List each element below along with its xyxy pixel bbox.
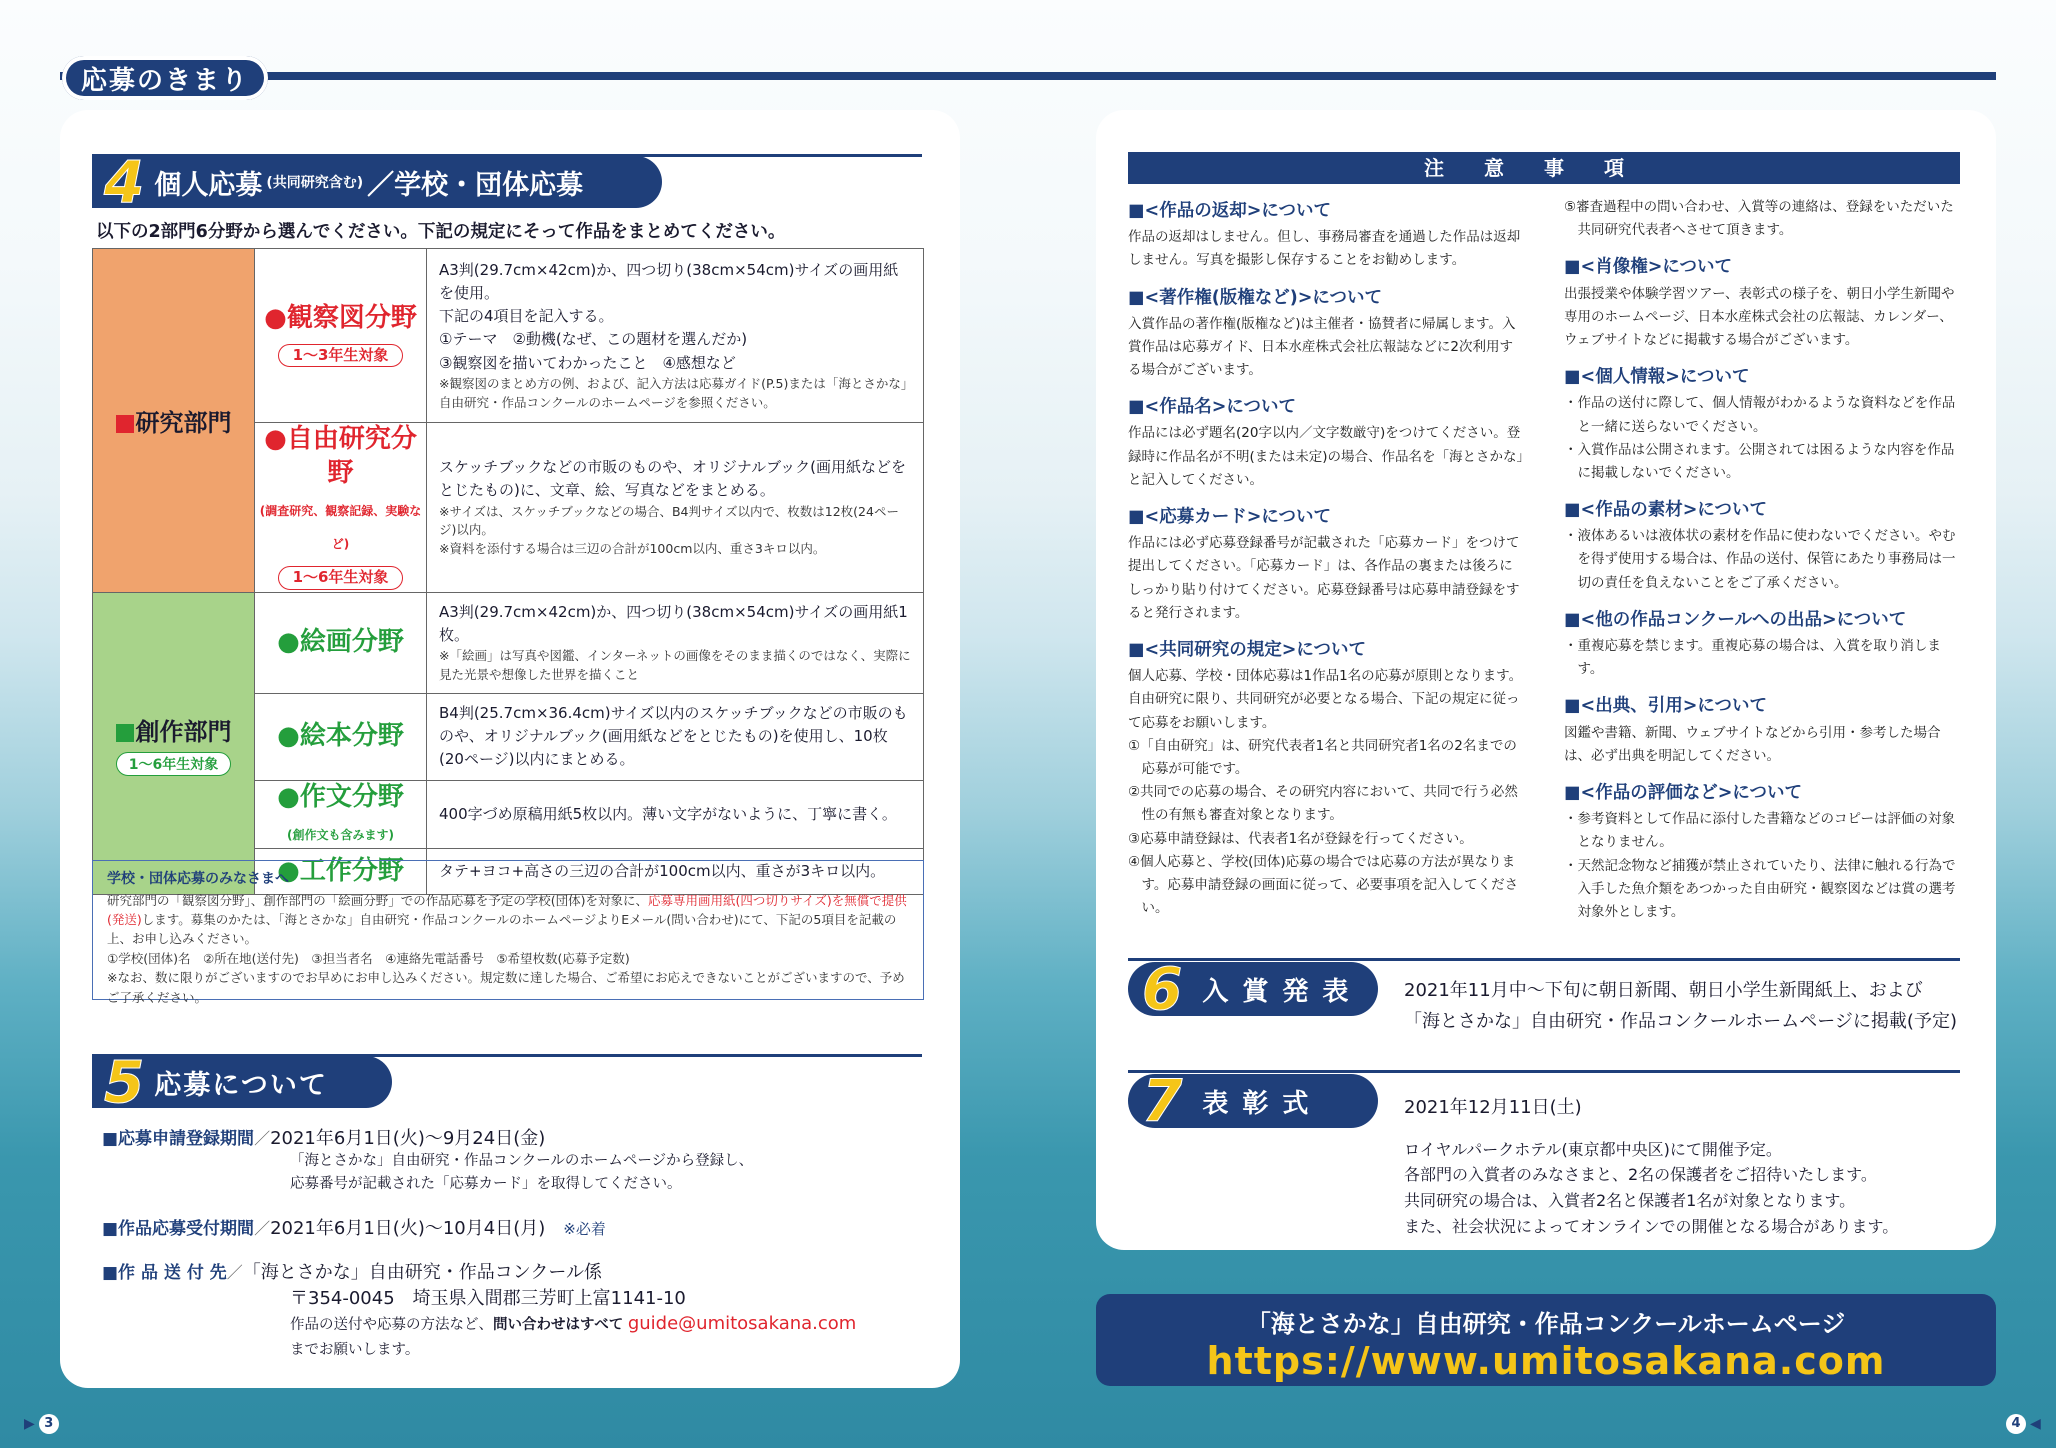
school-notice-highlight: 応募専用画用紙(四つ切りサイズ)を無償で提供(発送) [107, 892, 907, 928]
field-jiyu-sub: (調査研究、観察記録、実験など) [259, 503, 422, 552]
note-heading: ■<作品の素材>について [1564, 500, 1768, 521]
note-text: 個人応募、学校・団体応募は1作品1名の応募が原則となります。自由研究に限り、共同研究が必要となる場合、下記の規定に従って応募をお願いします。 [1128, 668, 1523, 731]
sec4-title-bar [92, 148, 662, 216]
desc-text: ③観察図を描いてわかったこと ④感想など [439, 353, 736, 372]
note-heading: ■<作品の返却>について [1128, 201, 1332, 221]
sec7-title-bar [1128, 1067, 1378, 1135]
sec4-intro: 以下の2部門6分野から選んでください。下記の規定にそって作品をまとめてください。 [96, 222, 786, 242]
contact-email-link[interactable]: guide@umitosakana.com [627, 1313, 857, 1335]
sec7-number: 7 [1142, 1067, 1197, 1135]
cat-research [93, 249, 255, 593]
sec4-title: 個人応募 [154, 169, 263, 201]
contact-note-end: までお願いします。 [290, 1342, 420, 1359]
note-text: ・天然記念物など捕獲が禁止されていたり、法律に触れる行為で入手した魚介類をあつかった自由研究・観察図などは賞の選考対象外とします。 [1564, 857, 1956, 920]
desc-note: ※資料を添付する場合は三辺の合計が100cm以内、重さ3キロ以内。 [439, 541, 826, 557]
school-notice-box [92, 860, 924, 1005]
sec5-heading [92, 1048, 922, 1116]
desc-text: B4判(25.7cm×36.4cm)サイズ以内のスケッチブックなどの市販のものや、オリジナルブック(画用紙などをとじたもの)を使用し、10枚(20ページ)以内にまとめる。 [439, 703, 908, 769]
cat-creative-label: 創作部門 [135, 717, 232, 746]
cat-research-label: 研究部門 [135, 408, 232, 437]
note-heading: ■<著作権(版権など)>について [1128, 287, 1383, 308]
note-text: ①「自由研究」は、研究代表者1名と共同研究者1名の2名までの応募が可能です。 [1128, 737, 1517, 777]
sec5-title: 応募について [154, 1069, 328, 1101]
field-kousaku: ●工作分野 [255, 849, 427, 895]
note-heading: ■<作品の評価など>について [1564, 782, 1803, 803]
target-badge: 1〜3年生対象 [278, 344, 404, 368]
note-heading: ■<応募カード>について [1128, 507, 1332, 528]
note-heading: ■<肖像権>について [1564, 257, 1733, 278]
desc-kansatsu [427, 249, 924, 423]
sec6-title-bar [1128, 955, 1378, 1023]
field-kansatsu-label: 観察図分野 [286, 302, 417, 333]
field-ehon-label: 絵本分野 [299, 720, 404, 751]
page-number: 3 [39, 1414, 59, 1434]
desc-text: 下記の4項目を記入する。 [439, 307, 614, 326]
sec5-number: 5 [104, 1048, 145, 1116]
section-header-label: 応募のきまり [62, 56, 268, 100]
field-sakubun-sub: (創作文も含みます) [287, 827, 394, 842]
sec7-rule [1128, 1070, 1960, 1073]
field-kansatsu [255, 249, 427, 423]
note-heading: ■<共同研究の規定>について [1128, 640, 1367, 660]
contact-note-bold: 問い合わせはすべて [493, 1317, 624, 1334]
sec7-date: 2021年12月11日(土) [1404, 1097, 1582, 1118]
target-badge: 1〜6年生対象 [278, 566, 404, 590]
sec7-text: 共同研究の場合は、入賞者2名と保護者1名が対象となります。 [1404, 1190, 1856, 1210]
period-register-note: 応募番号が記載された「応募カード」を取得してください。 [290, 1176, 682, 1193]
note-heading: ■<他の作品コンクールへの出品>について [1564, 609, 1907, 630]
cat-creative [93, 592, 255, 894]
sec6-text: 「海とさかな」自由研究・作品コンクールホームページに掲載(予定) [1404, 1010, 1957, 1032]
sec5-body: ■応募申請登録期間／2021年6月1日(火)〜9月24日(金) 「海とさかな」自由研究・作品コンクールのホームページから登録し、 応募番号が記載された「応募カード」を取得してください。 ■作品応募受付期間／2021年6月1日(火)〜10月4日(月) ※必着 ■作 品 送 付 先／「海とさかな」自由研究・作品コンクール係 〒354-0045 埼玉県入間郡三芳町上富1141-10 作品の送付や応募の方法など、問い合わせはすべて guide@umitosakana.com までお願いします。 [102, 1124, 922, 1362]
note-text: 入賞作品の著作権(版権など)は主催者・協賛者に帰属します。入賞作品は応募ガイド、日本水産株式会社広報誌などに2次利用する場合がございます。 [1128, 315, 1516, 379]
desc-ehon [427, 693, 924, 780]
page-number: 4 [2006, 1414, 2026, 1434]
sec7-text: ロイヤルパークホテル(東京都中央区)にて開催予定。 [1404, 1139, 1782, 1159]
notes-header: 注意事項 [1128, 152, 1960, 184]
school-notice-items: ①学校(団体)名 ②所在地(送付先) ③担当者名 ④連絡先電話番号 ⑤希望枚数(応募予定数) [107, 950, 630, 966]
note-text: ・参考資料として作品に添付した書籍などのコピーは評価の対象となりません。 [1564, 811, 1955, 851]
note-text: 出張授業や体験学習ツアー、表彰式の様子を、朝日小学生新聞や専用のホームページ、日本水産株式会社の広報誌、カレンダー、ウェブサイトなどに掲載する場合がございます。 [1564, 285, 1955, 348]
page-number-left [24, 1414, 59, 1434]
period-accept-note: ※必着 [563, 1220, 606, 1239]
homepage-banner-title: 「海とさかな」自由研究・作品コンクールホームページ [1246, 1310, 1846, 1338]
category-table [92, 248, 924, 895]
school-notice-title: 学校・団体応募のみなさまへ [107, 871, 289, 887]
red-square-icon [116, 415, 134, 433]
field-kaiga-label: 絵画分野 [299, 627, 404, 658]
homepage-url-link[interactable]: https://www.umitosakana.com [1206, 1339, 1886, 1383]
desc-text: 400字づめ原稿用紙5枚以内。薄い文字がないように、丁寧に書く。 [439, 804, 897, 823]
sec4-title-sep: ／学校・団体応募 [367, 169, 584, 201]
note-text: ・液体あるいは液体状の素材を作品に使わないでください。やむを得ず使用する場合は、作品の送付、保管にあたり事務局は一切の責任を負えないことをご了承ください。 [1564, 528, 1956, 591]
field-jiyu-label: 自由研究分野 [286, 424, 417, 488]
field-kousaku-label: 工作分野 [299, 855, 404, 886]
contact-note: 作品の送付や応募の方法など、 [290, 1317, 493, 1334]
fish-icon: ◀ [2030, 1416, 2041, 1432]
sec7-text: また、社会状況によってオンラインでの開催となる場合があります。 [1404, 1216, 1899, 1236]
school-notice-footnote: ※なお、数に限りがございますのでお早めにお申し込みください。規定数に達した場合、ご希望にお応えできないことがございますので、予めご了承ください。 [107, 970, 905, 1005]
target-badge: 1〜6年生対象 [116, 752, 231, 776]
sec7-body [1404, 1094, 1898, 1239]
note-text: ・作品の送付に際して、個人情報がわかるような資料などを作品と一緒に送らないでください。 [1564, 395, 1956, 435]
top-rule [60, 72, 1996, 80]
notes-col-left [1128, 186, 1524, 921]
desc-text: A3判(29.7cm×42cm)か、四つ切り(38cm×54cm)サイズの画用紙を使用。 [439, 260, 899, 302]
sec6-text: 2021年11月中〜下旬に朝日新聞、朝日小学生新聞紙上、および [1404, 980, 1923, 1001]
desc-text: A3判(29.7cm×42cm)か、四つ切り(38cm×54cm)サイズの画用紙1枚。 [439, 602, 908, 645]
desc-note: ※「絵画」は写真や図鑑、インターネットの画像をそのまま描くのではなく、実際に見た光景や想像した世界を描くこと [439, 648, 911, 683]
period-accept-value: 2021年6月1日(火)〜10月4日(月) [270, 1218, 546, 1240]
send-to-value: 「海とさかな」自由研究・作品コンクール係 [242, 1262, 603, 1284]
note-text: ③応募申請登録は、代表者1名が登録を行ってください。 [1128, 830, 1473, 847]
desc-sakubun [427, 780, 924, 849]
desc-note: ※観察図のまとめ方の例、および、記入方法は応募ガイド(P.5)または「海とさかな」自由研究・作品コンクールのホームページを参照ください。 [439, 375, 908, 410]
fish-icon: ▶ [24, 1416, 35, 1432]
note-heading: ■<個人情報>について [1564, 367, 1750, 388]
sec6-title: 入賞発表 [1202, 976, 1363, 1007]
field-sakubun: ●作文分野 (創作文も含みます) [255, 780, 427, 849]
send-to-address: 〒354-0045 埼玉県入間郡三芳町上富1141-10 [290, 1288, 686, 1310]
desc-text: スケッチブックなどの市販のものや、オリジナルブック(画用紙などをとじたもの)に、文章、絵、写真などをまとめる。 [439, 458, 906, 500]
send-to-label: ■作 品 送 付 先 [102, 1263, 227, 1284]
field-ehon: ●絵本分野 [255, 693, 427, 780]
note-text: 図鑑や書籍、新聞、ウェブサイトなどから引用・参考した場合は、必ず出典を明記してください。 [1564, 724, 1941, 764]
desc-text: タテ+ヨコ+高さの三辺の合計が100cm以内、重さが3キロ以内。 [439, 862, 886, 881]
period-accept-label: ■作品応募受付期間 [102, 1219, 255, 1240]
notes-col-right [1564, 196, 1960, 924]
sec7-title: 表彰式 [1202, 1088, 1323, 1119]
sec6-rule [1128, 958, 1960, 961]
field-sakubun-label: 作文分野 [299, 781, 404, 812]
period-register-note: 「海とさかな」自由研究・作品コンクールのホームページから登録し、 [290, 1153, 754, 1169]
note-text: ・重複応募を禁じます。重複応募の場合は、入賞を取り消します。 [1564, 638, 1941, 678]
green-square-icon [116, 724, 134, 742]
page-number-right [2006, 1414, 2041, 1434]
note-heading: ■<作品名>について [1128, 397, 1297, 418]
note-text: 作品には必ず題名(20字以内／文字数厳守)をつけてください。登録時に作品名が不明(または未定)の場合、作品名を「海とさかな」と記入してください。 [1128, 425, 1524, 488]
note-text: 作品には必ず応募登録番号が記載された「応募カード」をつけて提出してください。「応募カード」は、各作品の裏または後ろにしっかり貼り付けてください。応募登録番号は応募申請登録をすると発行されます。 [1128, 535, 1520, 621]
note-text: ④個人応募と、学校(団体)応募の場合では応募の方法が異なります。応募申請登録の画面に従って、必要事項を記入してください。 [1128, 853, 1519, 917]
sec5-title-bar [92, 1048, 392, 1116]
desc-kaiga [427, 592, 924, 693]
red-dot-icon: ● [264, 302, 287, 333]
note-text: 作品の返却はしません。但し、事務局審査を通過した作品は返却しません。写真を撮影し保存することをお勧めします。 [1128, 229, 1521, 269]
field-kaiga: ●絵画分野 [255, 592, 427, 693]
sec4-heading [92, 148, 922, 216]
note-text: ・入賞作品は公開されます。公開されては困るような内容を作品に掲載しないでください。 [1564, 441, 1955, 481]
note-heading: ■<出典、引用>について [1564, 696, 1768, 717]
sec6-body [1404, 976, 1957, 1037]
school-notice-text: します。募集のかたは、「海とさかな」自由研究・作品コンクールのホームページよりEメール(問い合わせ)にて、下記の5項目を記載の上、お申し込みください。 [107, 912, 897, 947]
desc-jiyu [427, 423, 924, 593]
note-text: ⑤審査過程中の問い合わせ、入賞等の連絡は、登録をいただいた共同研究代表者へさせて頂きます。 [1564, 199, 1954, 239]
homepage-banner[interactable] [1096, 1294, 1996, 1386]
desc-text: ①テーマ ②動機(なぜ、この題材を選んだか) [439, 330, 748, 349]
note-text: ②共同での応募の場合、その研究内容において、共同で行う必然性の有無も審査対象となります。 [1128, 784, 1518, 824]
sec6-number: 6 [1142, 955, 1197, 1023]
period-register-label: ■応募申請登録期間 [102, 1129, 255, 1149]
school-notice-text: 研究部門の「観察図分野」、創作部門の「絵画分野」での作品応募を予定の学校(団体)を対象に、 [107, 892, 649, 908]
desc-note: ※サイズは、スケッチブックなどの場合、B4判サイズ以内で、枚数は12枚(24ページ)以内。 [439, 503, 899, 538]
sec4-title-sub: (共同研究含む) [266, 175, 364, 191]
period-register-value: 2021年6月1日(火)〜9月24日(金) [270, 1128, 546, 1149]
sec4-number: 4 [104, 148, 145, 216]
field-jiyu: ●自由研究分野 (調査研究、観察記録、実験など) 1〜6年生対象 [255, 423, 427, 593]
sec7-text: 各部門の入賞者のみなさまと、2名の保護者をご招待いたします。 [1404, 1165, 1877, 1185]
